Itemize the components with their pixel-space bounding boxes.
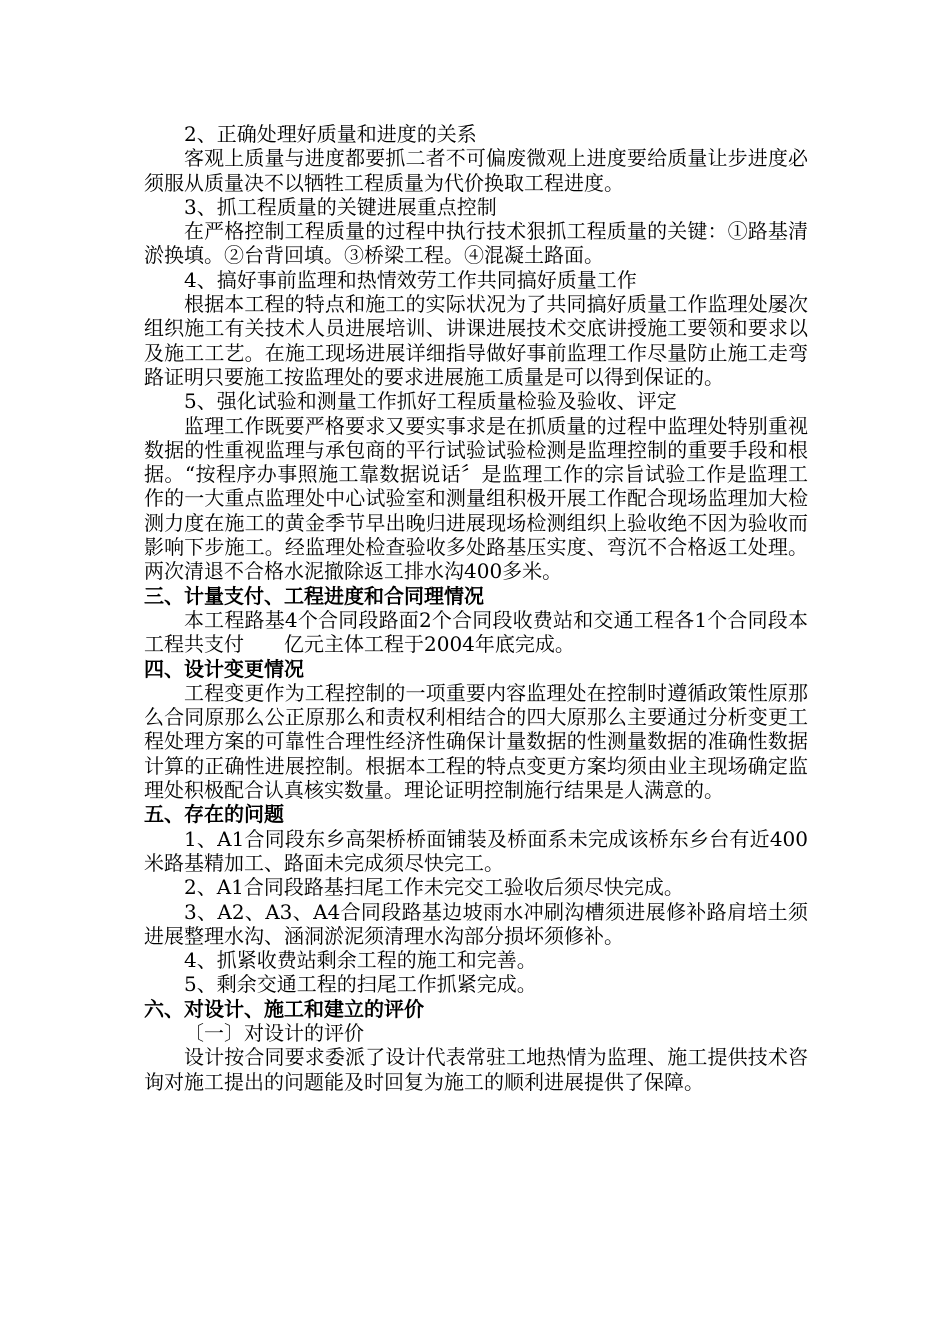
problem-item-2: 2、A1合同段路基扫尾工作未完交工验收后须尽快完成。 [184,875,684,900]
paragraph-design-change: 工程变更作为工程控制的一项重要内容监理处在控制时遵循政策性原那么合同原那么公正原那么和责权利相结合的四大原那么主要通过分析变更工程处理方案的可靠性合理性经济性确保计量数据的性测量数据的准确性数据计算的正确性进展控制。根据本工程的特点变更方案均须由业主现场确定监理处积极配合认真核实数量。理论证明控制施行结果是人满意的。 [144,680,808,803]
problem-item-3: 3、A2、A3、A4合同段路基边坡雨水冲刷沟槽须进展修补路肩培土须进展整理水沟、涵洞淤泥须清理水沟部分损坏须修补。 [144,899,808,948]
problem-item-1: 1、A1合同段东乡高架桥桥面铺装及桥面系未完成该桥东乡台有近400米路基精加工、路面未完成须尽快完工。 [144,826,808,875]
section-heading-payment: 三、计量支付、工程进度和合同理情况 [144,583,484,608]
subheading-key-control: 3、抓工程质量的关键进展重点控制 [184,194,497,219]
paragraph-testing-survey: 监理工作既要严格要求又要实事求是在抓质量的过程中监理处特别重视数据的性重视监理与承包商的平行试验试验检测是监理控制的重要手段和根据。“按程序办事照施工靠数据说话〞是监理工作的宗旨试验工作是监理工作的一大重点监理处中心试验室和测量组积极开展工作配合现场监理加大检测力度在施工的黄金季节早出晚归进展现场检测组织上验收绝不因为验收而影响下步施工。经监理处检查验收多处路基压实度、弯沉不合格返工处理。两次清退不合格水泥撤除返工排水沟400多米。 [144,413,808,584]
subheading-quality-progress: 2、正确处理好质量和进度的关系 [184,122,477,146]
paragraph-quality-progress: 客观上质量与进度都要抓二者不可偏废微观上进度要给质量让步进度必须服从质量决不以牺牲工程质量为代价换取工程进度。 [144,146,808,195]
problem-item-4: 4、抓紧收费站剩余工程的施工和完善。 [184,948,537,973]
section-heading-design-change: 四、设计变更情况 [144,656,304,681]
paragraph-prior-supervision: 根据本工程的特点和施工的实际状况为了共同搞好质量工作监理处屡次组织施工有关技术人员进展培训、讲课进展技术交底讲授施工要领和要求以及施工工艺。在施工现场进展详细指导做好事前监理工作尽量防止施工走弯路证明只要施工按监理处的要求进展施工质量是可以得到保证的。 [144,292,808,389]
subheading-prior-supervision: 4、搞好事前监理和热情效劳工作共同搞好质量工作 [184,267,637,292]
paragraph-design-evaluation: 设计按合同要求委派了设计代表常驻工地热情为监理、施工提供技术咨询对施工提出的问题能及时回复为施工的顺利进展提供了保障。 [144,1045,808,1094]
subheading-design-evaluation: 〔一〕对设计的评价 [184,1020,364,1045]
paragraph-payment: 本工程路基4个合同段路面2个合同段收费站和交通工程各1个合同段本工程共支付 亿元主体工程于2004年底完成。 [144,607,808,657]
section-heading-problems: 五、存在的问题 [144,802,284,827]
section-heading-evaluation: 六、对设计、施工和建立的评价 [144,996,424,1021]
document-body [144,122,808,1094]
paragraph-key-control: 在严格控制工程质量的过程中执行技术狠抓工程质量的关键：①路基清淤换填。②台背回填。③桥梁工程。④混凝土路面。 [144,219,808,268]
problem-item-5: 5、剩余交通工程的扫尾工作抓紧完成。 [184,972,537,997]
subheading-testing-survey: 5、强化试验和测量工作抓好工程质量检验及验收、评定 [184,389,677,414]
